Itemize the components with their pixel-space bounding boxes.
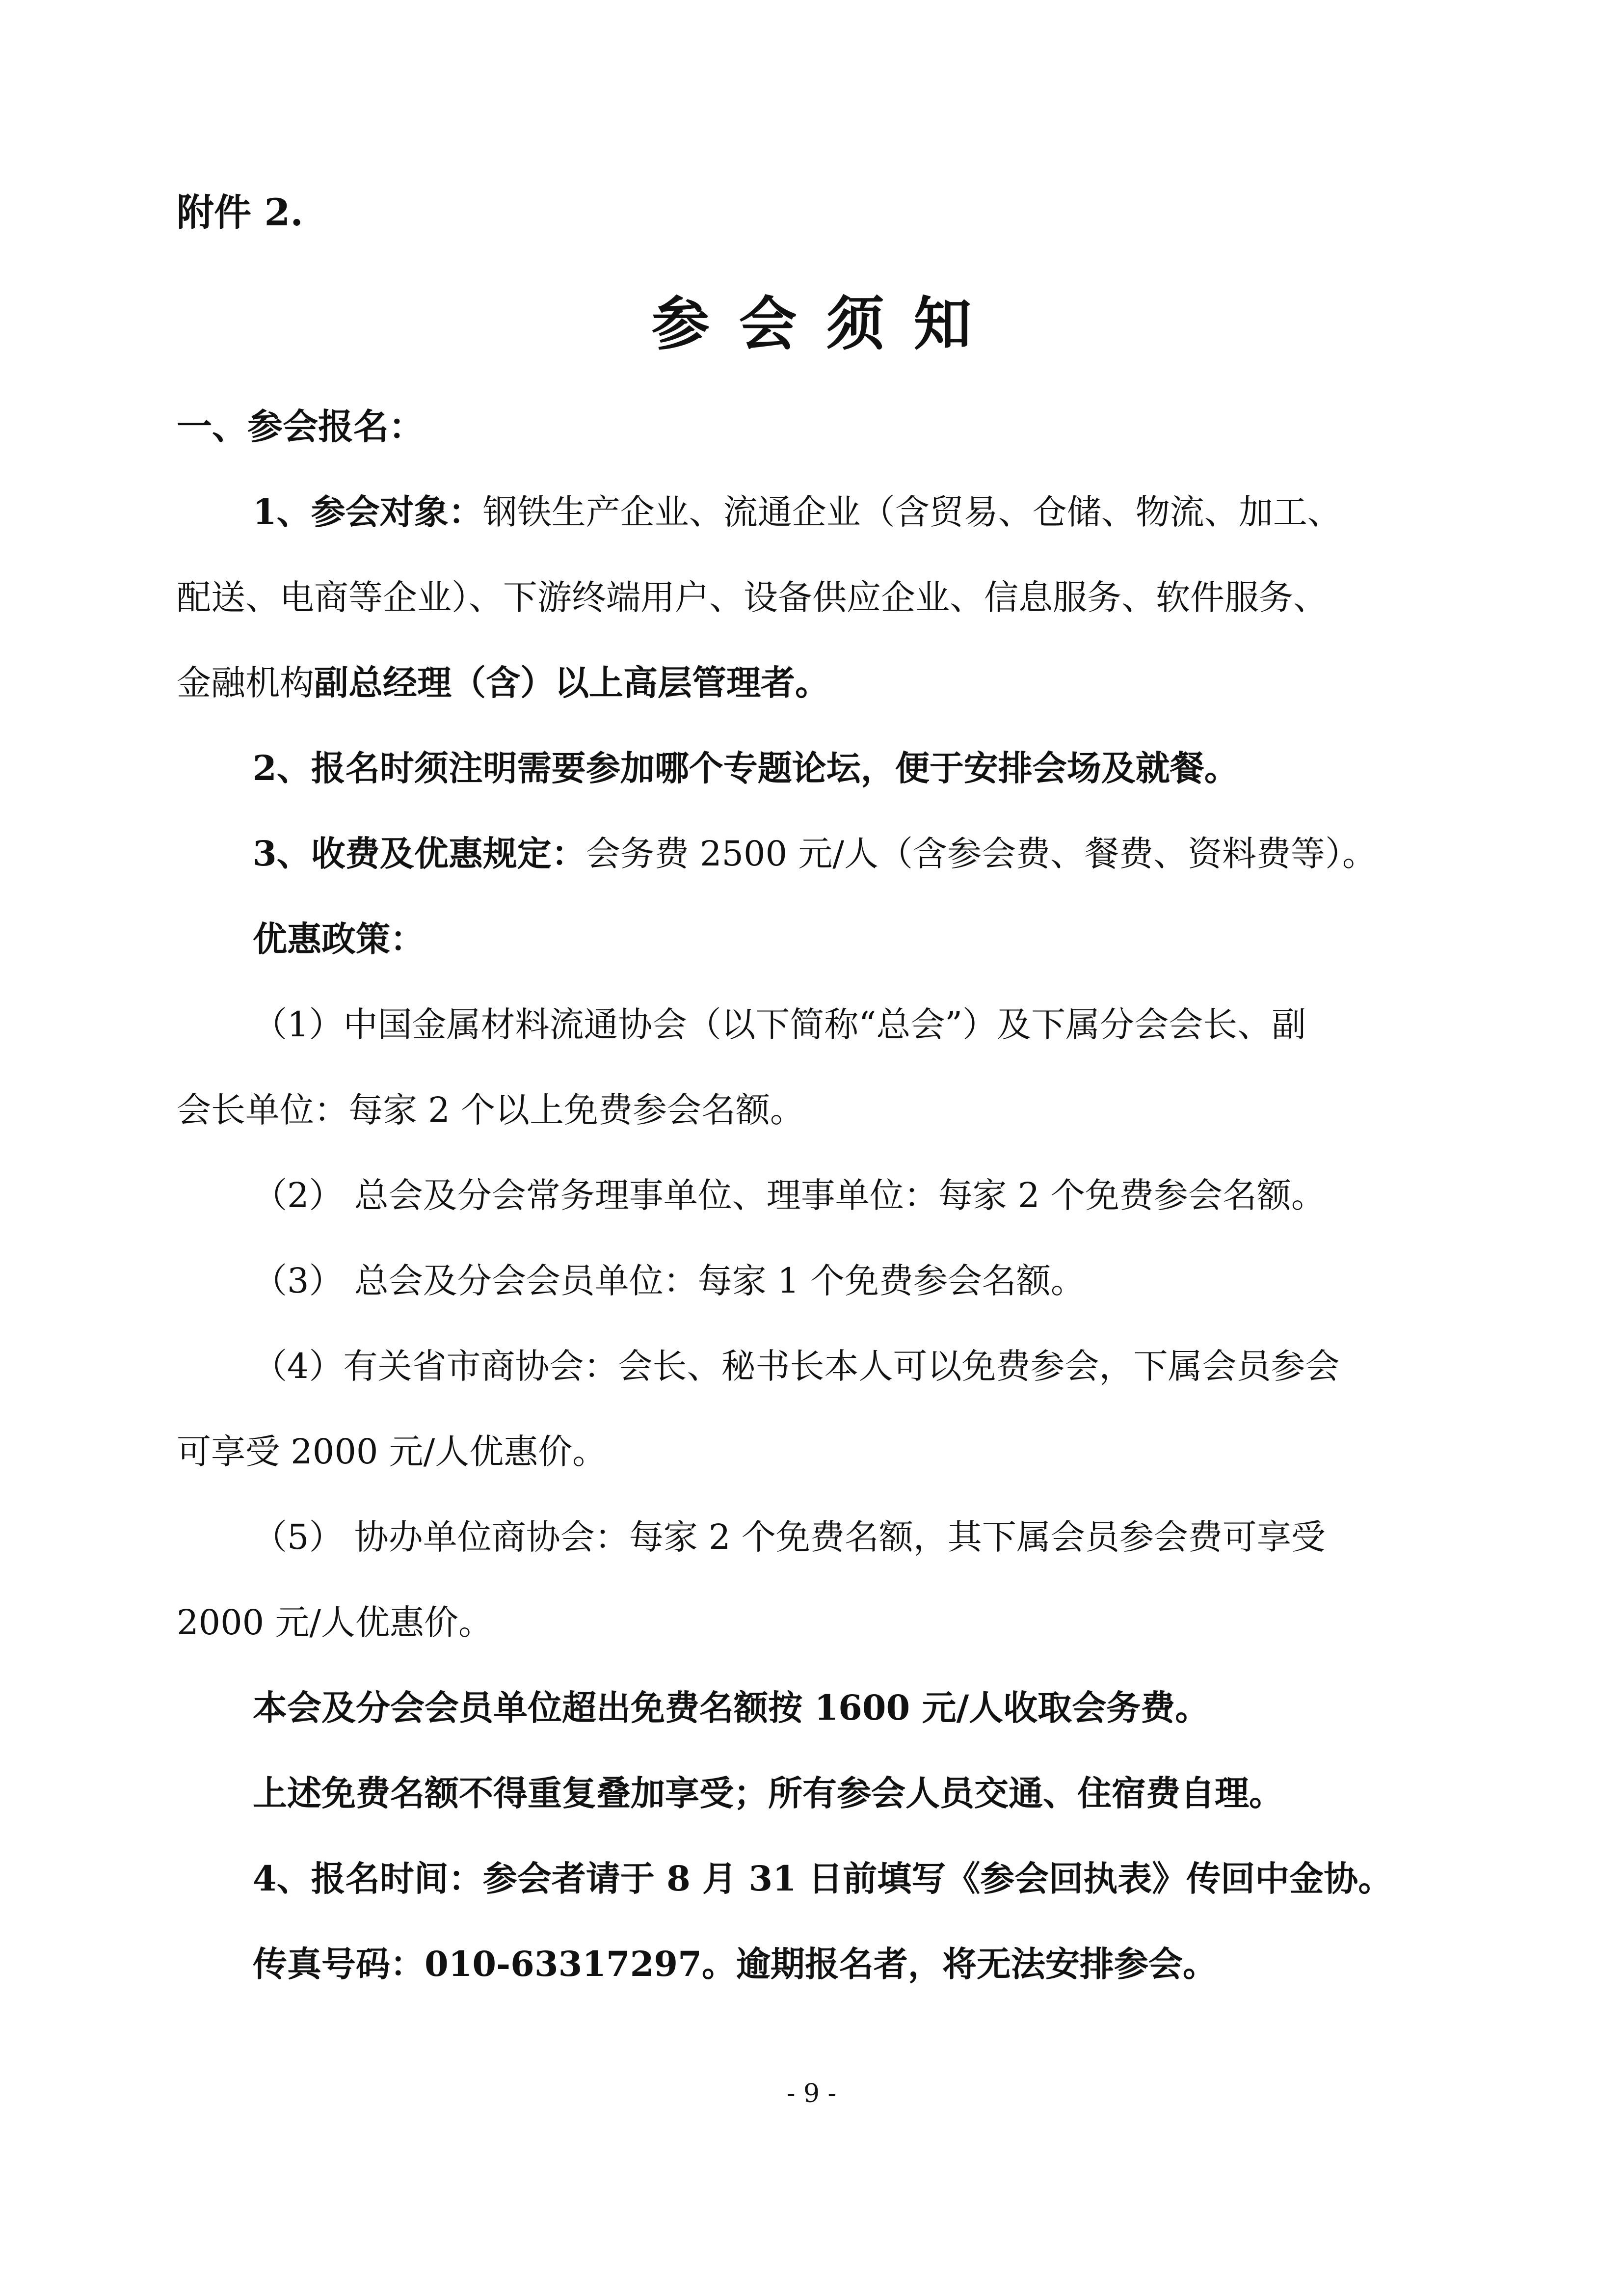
policy-1-line2: 会长单位：每家 2 个以上免费参会名额。 xyxy=(177,1090,805,1130)
item4-fax: 传真号码：010-63317297。逾期报名者，将无法安排参会。 xyxy=(253,1944,1217,1984)
note-no-stacking: 上述免费名额不得重复叠加享受；所有参会人员交通、住宿费自理。 xyxy=(253,1773,1283,1813)
policy-5-line2: 2000 元/人优惠价。 xyxy=(177,1602,493,1643)
section-heading-registration: 一、参会报名： xyxy=(177,405,425,447)
item4-registration-time: 4、报名时间：参会者请于 8 月 31 日前填写《参会回执表》传回中金协。 xyxy=(253,1858,1393,1899)
attachment-label: 附件 2. xyxy=(177,190,303,234)
item3-label: 3、收费及优惠规定： xyxy=(253,833,586,874)
item1-line2: 配送、电商等企业）、下游终端用户、设备供应企业、信息服务、软件服务、 xyxy=(177,577,1328,618)
note-excess-fee: 本会及分会会员单位超出免费名额按 1600 元/人收取会务费。 xyxy=(253,1687,1210,1728)
item3-text: 会务费 2500 元/人（含参会费、餐费、资料费等）。 xyxy=(585,834,1377,874)
item3-line xyxy=(253,832,1377,876)
policy-5-line1: （5） 协办单位商协会：每家 2 个免费名额，其下属会员参会费可享受 xyxy=(253,1517,1326,1557)
item1-text-3-prefix: 金融机构 xyxy=(177,663,314,703)
policy-heading: 优惠政策： xyxy=(253,918,425,959)
page-title: 参会须知 xyxy=(651,290,1001,358)
page-number: - 9 - xyxy=(786,2079,837,2108)
policy-2: （2） 总会及分会常务理事单位、理事单位：每家 2 个免费参会名额。 xyxy=(253,1175,1326,1216)
item1-text-1: 钢铁生产企业、流通企业（含贸易、仓储、物流、加工、 xyxy=(482,492,1342,532)
policy-4-line2: 可享受 2000 元/人优惠价。 xyxy=(177,1432,607,1472)
policy-1-line1: （1）中国金属材料流通协会（以下简称“总会”）及下属分会会长、副 xyxy=(253,1004,1306,1045)
item1-line1 xyxy=(253,490,1342,534)
policy-3: （3） 总会及分会会员单位：每家 1 个免费参会名额。 xyxy=(253,1261,1085,1301)
item2-text: 2、报名时须注明需要参加哪个专题论坛，便于安排会场及就餐。 xyxy=(253,748,1239,788)
item1-line3 xyxy=(177,661,829,705)
item1-label: 1、参会对象： xyxy=(253,491,483,532)
policy-4-line1: （4）有关省市商协会：会长、秘书长本人可以免费参会，下属会员参会 xyxy=(253,1346,1340,1386)
item1-text-3-bold: 副总经理（含）以上高层管理者。 xyxy=(314,662,829,703)
